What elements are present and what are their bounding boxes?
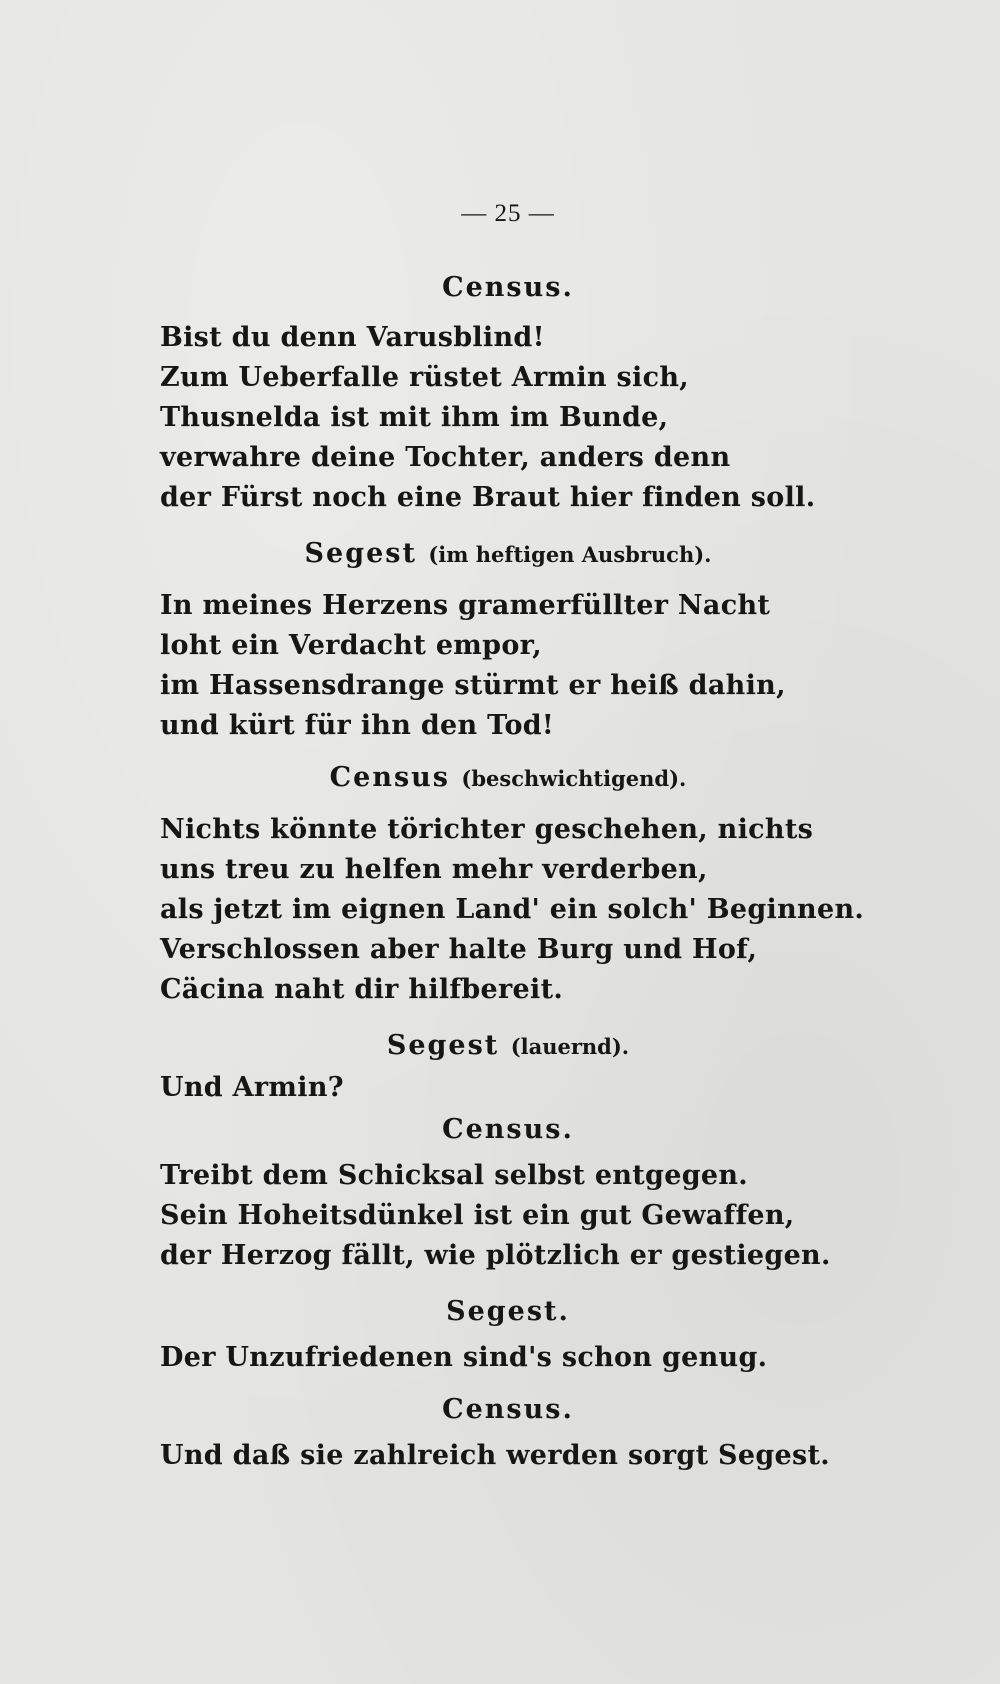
speaker-heading [0, 538, 1000, 569]
speaker-heading [0, 1114, 1000, 1145]
verse-line: loht ein Verdacht empor, [160, 630, 542, 661]
speaker-name: Segest [386, 1030, 500, 1061]
verse-line: Und Armin? [160, 1072, 344, 1103]
verse-line: der Herzog fällt, wie plötzlich er gestiegen. [160, 1240, 831, 1271]
speaker-heading [0, 762, 1000, 793]
verse-line: Nichts könnte törichter geschehen, nichts [160, 814, 814, 845]
verse-line: Treibt dem Schicksal selbst entgegen. [160, 1160, 749, 1191]
speaker-heading [0, 1030, 1000, 1061]
verse-line: Cäcina naht dir hilfbereit. [160, 974, 564, 1005]
verse-line: Zum Ueberfalle rüstet Armin sich, [160, 362, 689, 393]
stage-direction: (lauernd). [510, 1034, 630, 1059]
page-number: — 25 — [461, 200, 555, 227]
verse-line: uns treu zu helfen mehr verderben, [160, 854, 708, 885]
stage-direction: (beschwichtigend). [461, 766, 687, 791]
verse-line: und kürt für ihn den Tod! [160, 710, 555, 741]
speaker-heading [0, 1394, 1000, 1425]
speaker-name: Census. [442, 272, 574, 303]
verse-line: als jetzt im eignen Land' ein solch' Beginnen. [160, 894, 865, 925]
stage-direction: (im heftigen Ausbruch). [428, 542, 712, 567]
verse-line: im Hassensdrange stürmt er heiß dahin, [160, 670, 786, 701]
verse-line: Sein Hoheitsdünkel ist ein gut Gewaffen, [160, 1200, 795, 1231]
speaker-name: Segest [304, 538, 417, 569]
verse-line: Thusnelda ist mit ihm im Bunde, [160, 402, 669, 433]
speaker-name: Segest. [446, 1296, 570, 1327]
verse-line: Bist du denn Varusblind! [160, 322, 545, 353]
verse-line: Der Unzufriedenen sind's schon genug. [160, 1342, 768, 1373]
verse-line: Verschlossen aber halte Burg und Hof, [160, 934, 758, 965]
speaker-name: Census [329, 762, 451, 793]
verse-line: Und daß sie zahlreich werden sorgt Segest. [160, 1440, 830, 1471]
verse-line: In meines Herzens gramerfüllter Nacht [160, 590, 771, 621]
verse-line: der Fürst noch eine Braut hier finden soll. [160, 482, 816, 513]
speaker-name: Census. [442, 1394, 574, 1425]
speaker-name: Census. [442, 1114, 574, 1145]
verse-line: verwahre deine Tochter, anders denn [160, 442, 731, 473]
speaker-heading [0, 272, 1000, 303]
speaker-heading [0, 1296, 1000, 1327]
